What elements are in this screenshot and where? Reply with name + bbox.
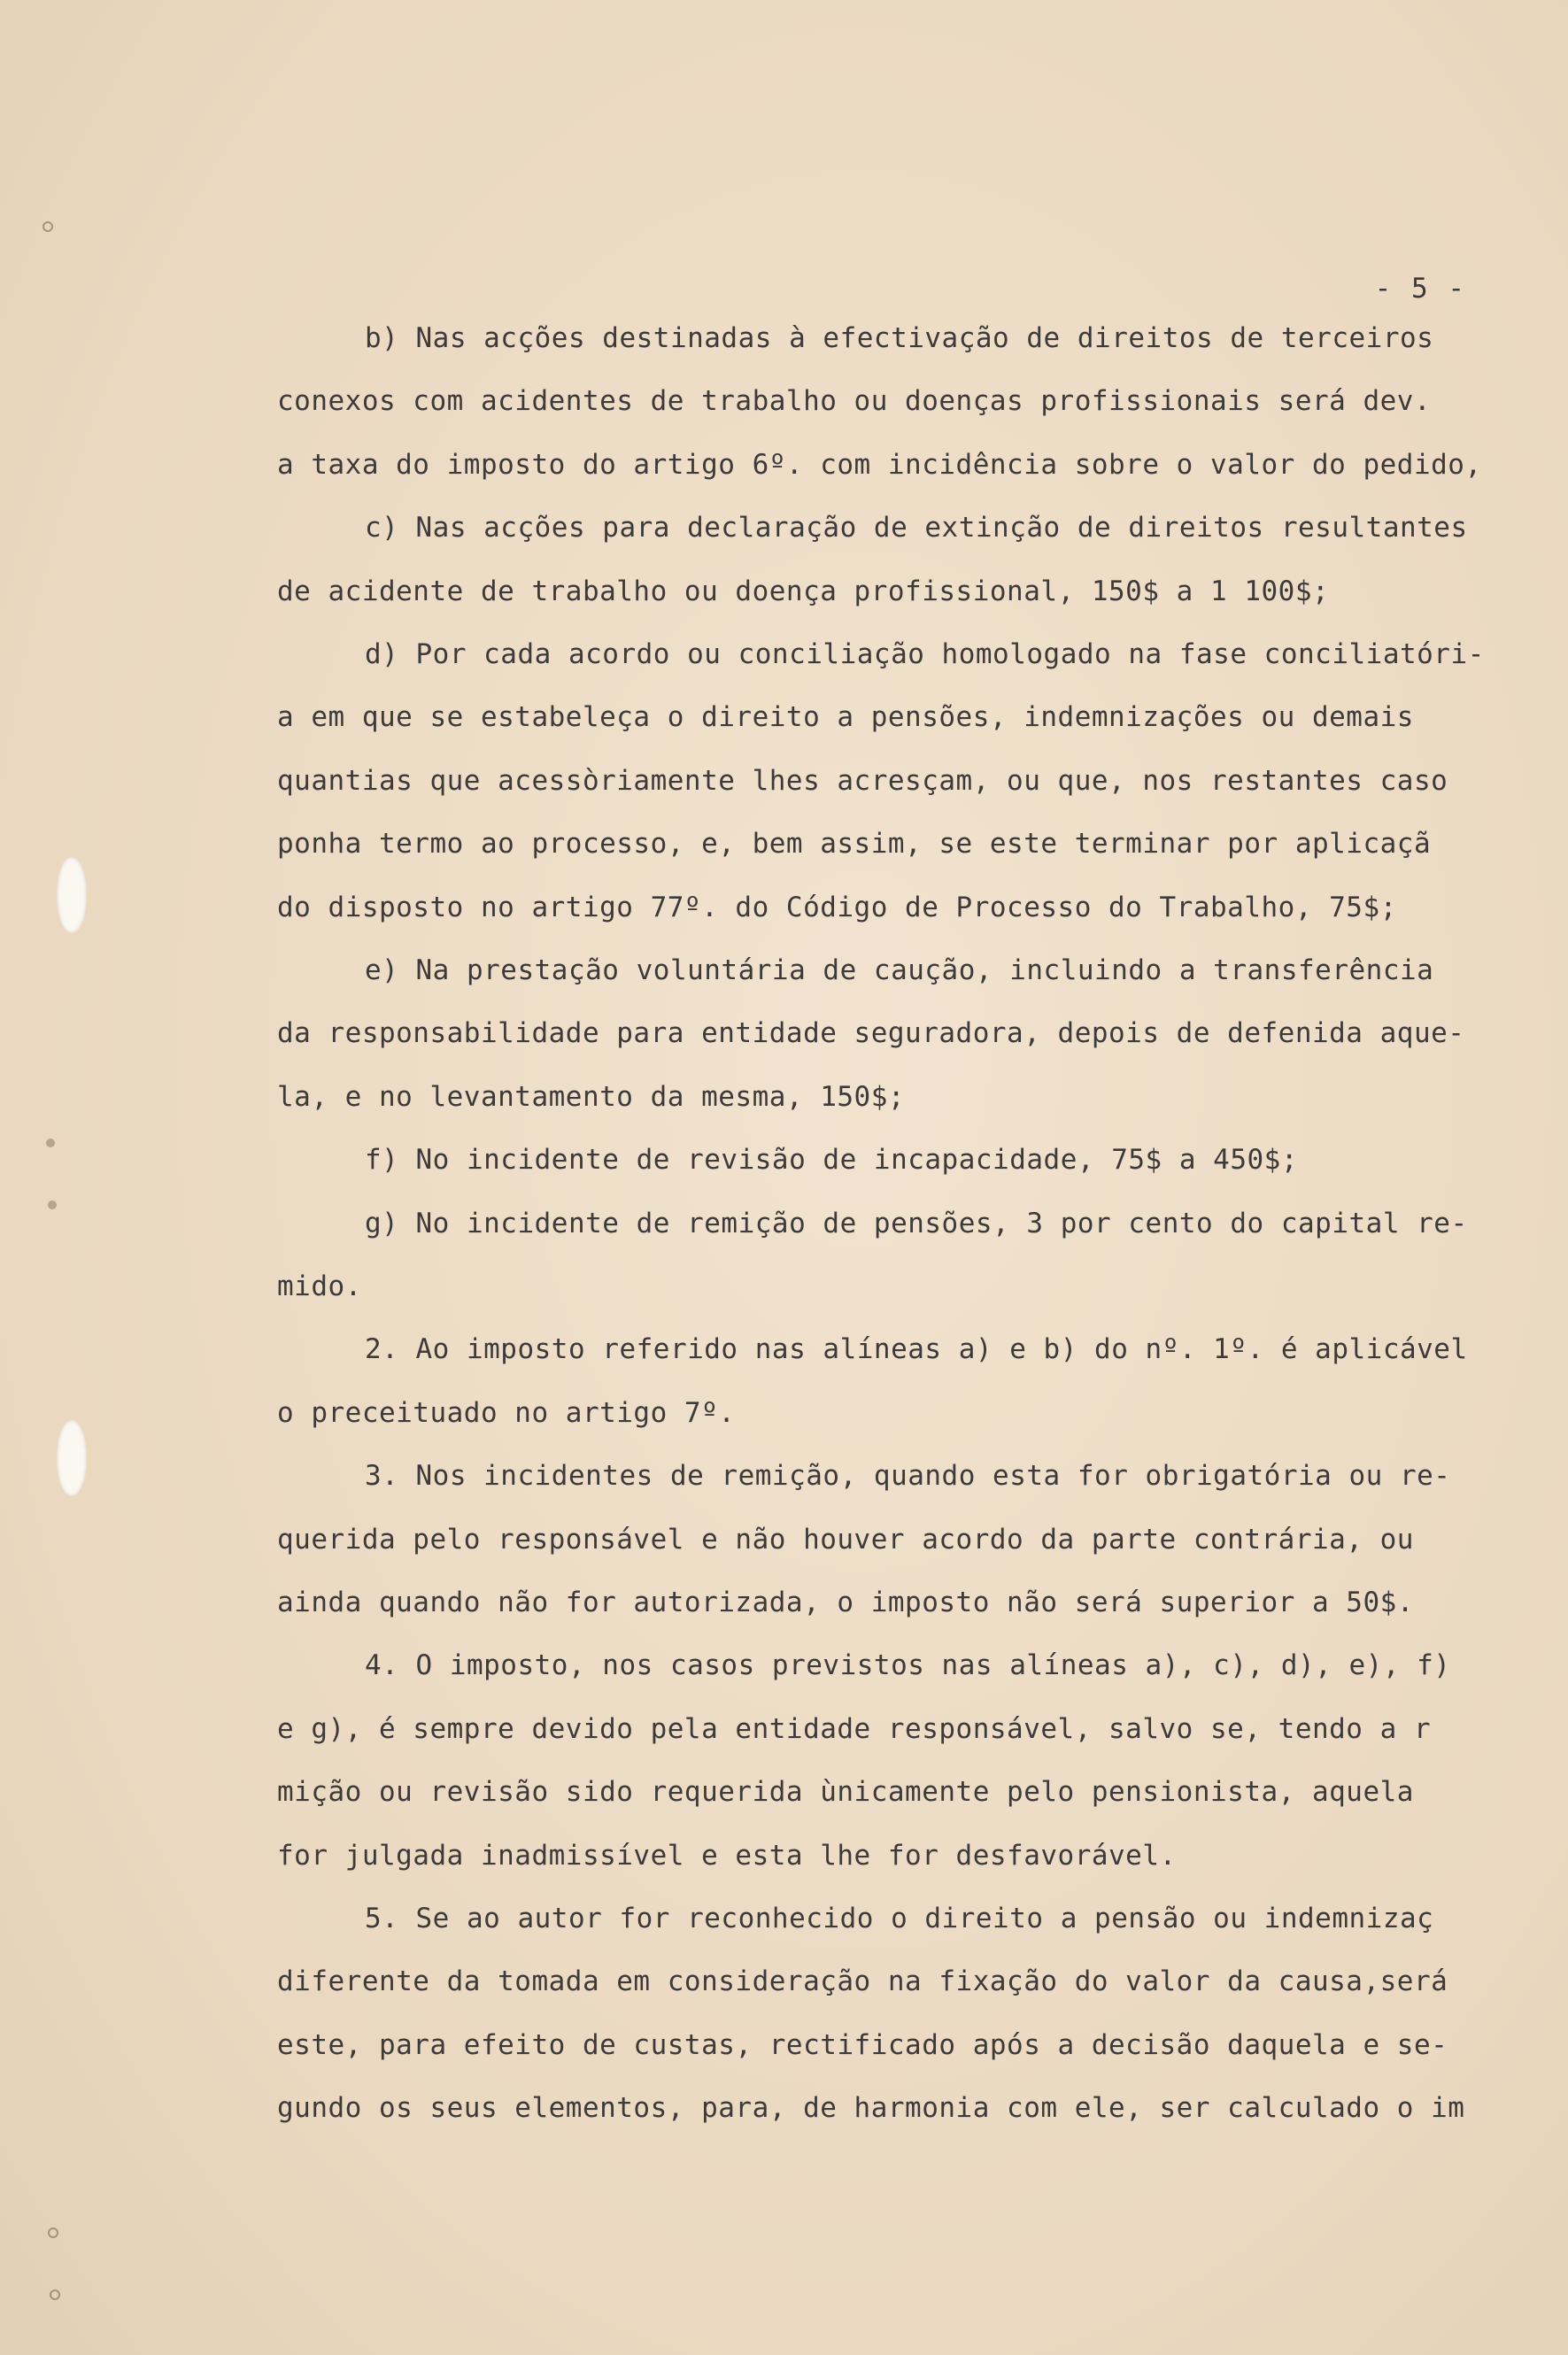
text-line: e g), é sempre devido pela entidade responsável, salvo se, tendo a r bbox=[277, 1712, 1432, 1745]
margin-mark bbox=[50, 2289, 60, 2300]
text-line: la, e no levantamento da mesma, 150$; bbox=[277, 1080, 906, 1113]
text-line: ainda quando não for autorizada, o imposto não será superior a 50$. bbox=[277, 1587, 1414, 1618]
margin-mark bbox=[42, 221, 53, 232]
text-line: mição ou revisão sido requerida ùnicamente pelo pensionista, aquela bbox=[277, 1776, 1414, 1809]
text-line: do disposto no artigo 77º. do Código de Processo do Trabalho, 75$; bbox=[277, 891, 1397, 923]
text-line: a em que se estabeleça o direito a pensões, indemnizações ou demais bbox=[277, 701, 1414, 734]
text-line: de acidente de trabalho ou doença profissional, 150$ a 1 100$; bbox=[277, 575, 1330, 607]
text-line: a taxa do imposto do artigo 6º. com incidência sobre o valor do pedido, bbox=[277, 448, 1482, 481]
text-line: d) Por cada acordo ou conciliação homologado na fase conciliatóri- bbox=[365, 638, 1485, 670]
margin-mark bbox=[48, 2228, 58, 2238]
punch-hole-upper bbox=[57, 857, 87, 933]
text-line: 3. Nos incidentes de remição, quando esta for obrigatória ou re- bbox=[365, 1460, 1451, 1493]
text-line: 4. O imposto, nos casos previstos nas alíneas a), c), d), e), f) bbox=[365, 1649, 1451, 1682]
text-line: este, para efeito de custas, rectificado após a decisão daquela e se- bbox=[277, 2028, 1448, 2061]
text-line: e) Na prestação voluntária de caução, incluindo a transferência bbox=[365, 954, 1434, 986]
text-line: quantias que acessòriamente lhes acresçam, ou que, nos restantes caso bbox=[277, 764, 1448, 797]
page-number: - 5 - bbox=[1374, 273, 1466, 305]
margin-mark bbox=[48, 1201, 57, 1209]
text-line: mido. bbox=[277, 1270, 362, 1302]
text-line: f) No incidente de revisão de incapacidade, 75$ a 450$; bbox=[365, 1144, 1298, 1177]
text-line: gundo os seus elementos, para, de harmonia com ele, ser calculado o im bbox=[277, 2092, 1465, 2125]
text-line: querida pelo responsável e não houver acordo da parte contrária, ou bbox=[277, 1523, 1414, 1556]
text-line: c) Nas acções para declaração de extinção de direitos resultantes bbox=[365, 512, 1468, 544]
text-line: b) Nas acções destinadas à efectivação de direitos de terceiros bbox=[365, 322, 1434, 354]
text-line: ponha termo ao processo, e, bem assim, se este terminar por aplicaçã bbox=[277, 828, 1432, 861]
margin-mark bbox=[46, 1139, 55, 1147]
text-line: conexos com acidentes de trabalho ou doenças profissionais será dev. bbox=[277, 385, 1432, 418]
text-line: da responsabilidade para entidade seguradora, depois de defenida aque- bbox=[277, 1017, 1465, 1050]
text-line: diferente da tomada em consideração na fixação do valor da causa,será bbox=[277, 1965, 1448, 1998]
text-line: g) No incidente de remição de pensões, 3 por cento do capital re- bbox=[365, 1207, 1468, 1239]
text-line: 2. Ao imposto referido nas alíneas a) e b) do nº. 1º. é aplicável bbox=[365, 1333, 1468, 1366]
text-line: 5. Se ao autor for reconhecido o direito a pensão ou indemnizaç bbox=[365, 1903, 1434, 1934]
text-line: for julgada inadmissível e esta lhe for desfavorável. bbox=[277, 1839, 1177, 1872]
text-line: o preceituado no artigo 7º. bbox=[277, 1396, 736, 1429]
punch-hole-lower bbox=[57, 1420, 87, 1496]
